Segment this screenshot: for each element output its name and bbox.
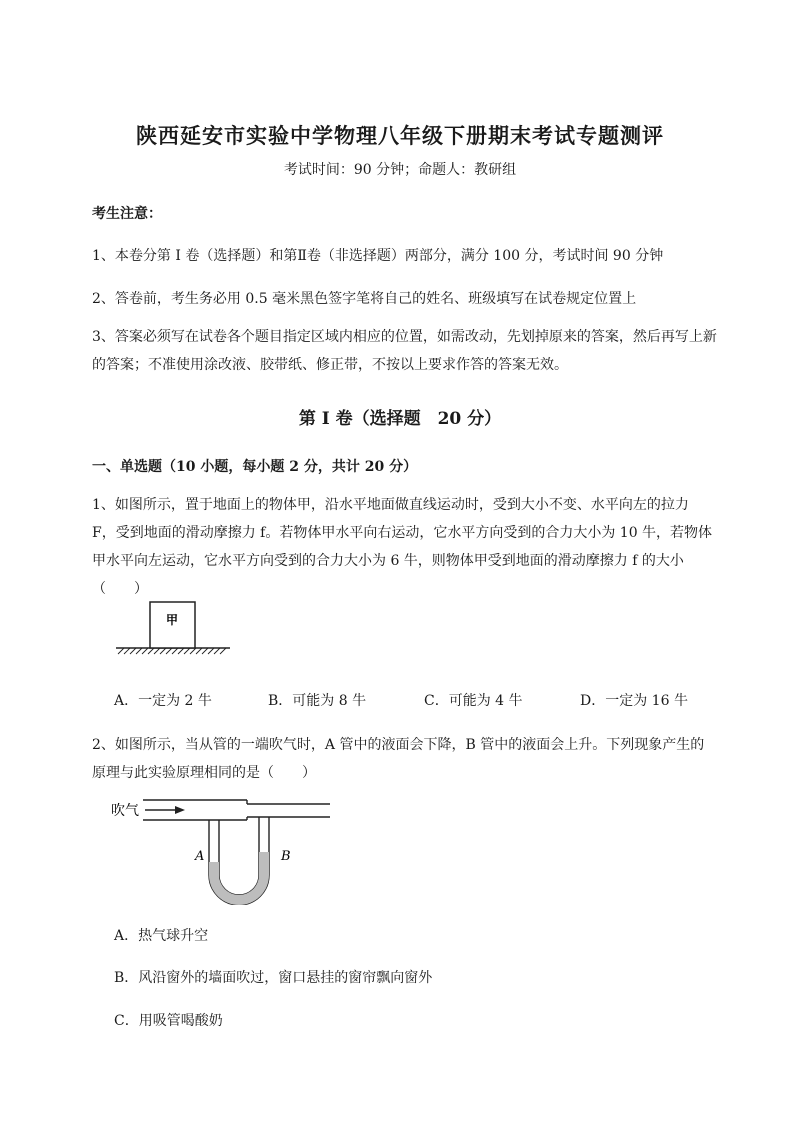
ground-hatching	[118, 648, 226, 654]
q2-option-b[interactable]: B．风沿窗外的墙面吹过，窗口悬挂的窗帘飘向窗外	[114, 970, 433, 986]
part-heading: 一、单选题（10 小题，每小题 2 分，共计 20 分）	[92, 459, 418, 475]
notice-item-3: 3、答案必须写在试卷各个题目指定区域内相应的位置，如需改动，先划掉原来的答案，然后再写上新的答案；不准使用涂改液、胶带纸、修正带，不按以上要求作答的答案无效。	[92, 329, 717, 373]
blow-arrow-head	[175, 806, 185, 814]
question-2-figure	[105, 790, 345, 905]
question-2-text: 2、如图所示，当从管的一端吹气时，A 管中的液面会下降，B 管中的液面会上升。下列现象产生的原理与此实验原理相同的是（ ）	[92, 737, 705, 781]
q1-option-d[interactable]: D．一定为 16 牛	[580, 693, 688, 709]
exam-info: 考试时间：90 分钟；命题人：教研组	[283, 162, 517, 178]
q1-option-c[interactable]: C．可能为 4 牛	[424, 693, 523, 709]
page-title: 陕西延安市实验中学物理八年级下册期末考试专题测评	[136, 123, 664, 148]
blow-label: 吹气	[111, 803, 139, 819]
q1-option-a[interactable]: A．一定为 2 牛	[114, 693, 212, 709]
question-1-text: 1、如图所示，置于地面上的物体甲，沿水平地面做直线运动时，受到大小不变、水平向左的拉力 F，受到地面的滑动摩擦力 f。若物体甲水平向右运动，它水平方向受到的合力大小为 10 牛，若物体甲水平向左运动，它水平方向受到的合力大小为 6 牛，则物体甲受到地面的滑动摩擦力 f 的大小（ ）	[92, 497, 713, 597]
tube-a-label: A	[195, 849, 205, 864]
tube-b-label: B	[281, 849, 291, 864]
q1-option-b[interactable]: B．可能为 8 牛	[268, 693, 367, 709]
q2-option-a[interactable]: A．热气球升空	[114, 928, 209, 944]
q2-option-c[interactable]: C．用吸管喝酸奶	[114, 1013, 223, 1029]
section-title: 第 I 卷（选择题 20 分）	[298, 409, 502, 429]
u-tube-inner	[219, 817, 259, 895]
notice-item-1: 1、本卷分第 I 卷（选择题）和第Ⅱ卷（非选择题）两部分，满分 100 分，考试时间 90 分钟	[92, 248, 664, 264]
block-label: 甲	[165, 613, 179, 627]
notice-heading: 考生注意：	[92, 206, 162, 222]
notice-item-2: 2、答卷前，考生务必用 0.5 毫米黑色签字笔将自己的姓名、班级填写在试卷规定位置上	[92, 291, 637, 307]
question-1-figure	[110, 595, 240, 660]
